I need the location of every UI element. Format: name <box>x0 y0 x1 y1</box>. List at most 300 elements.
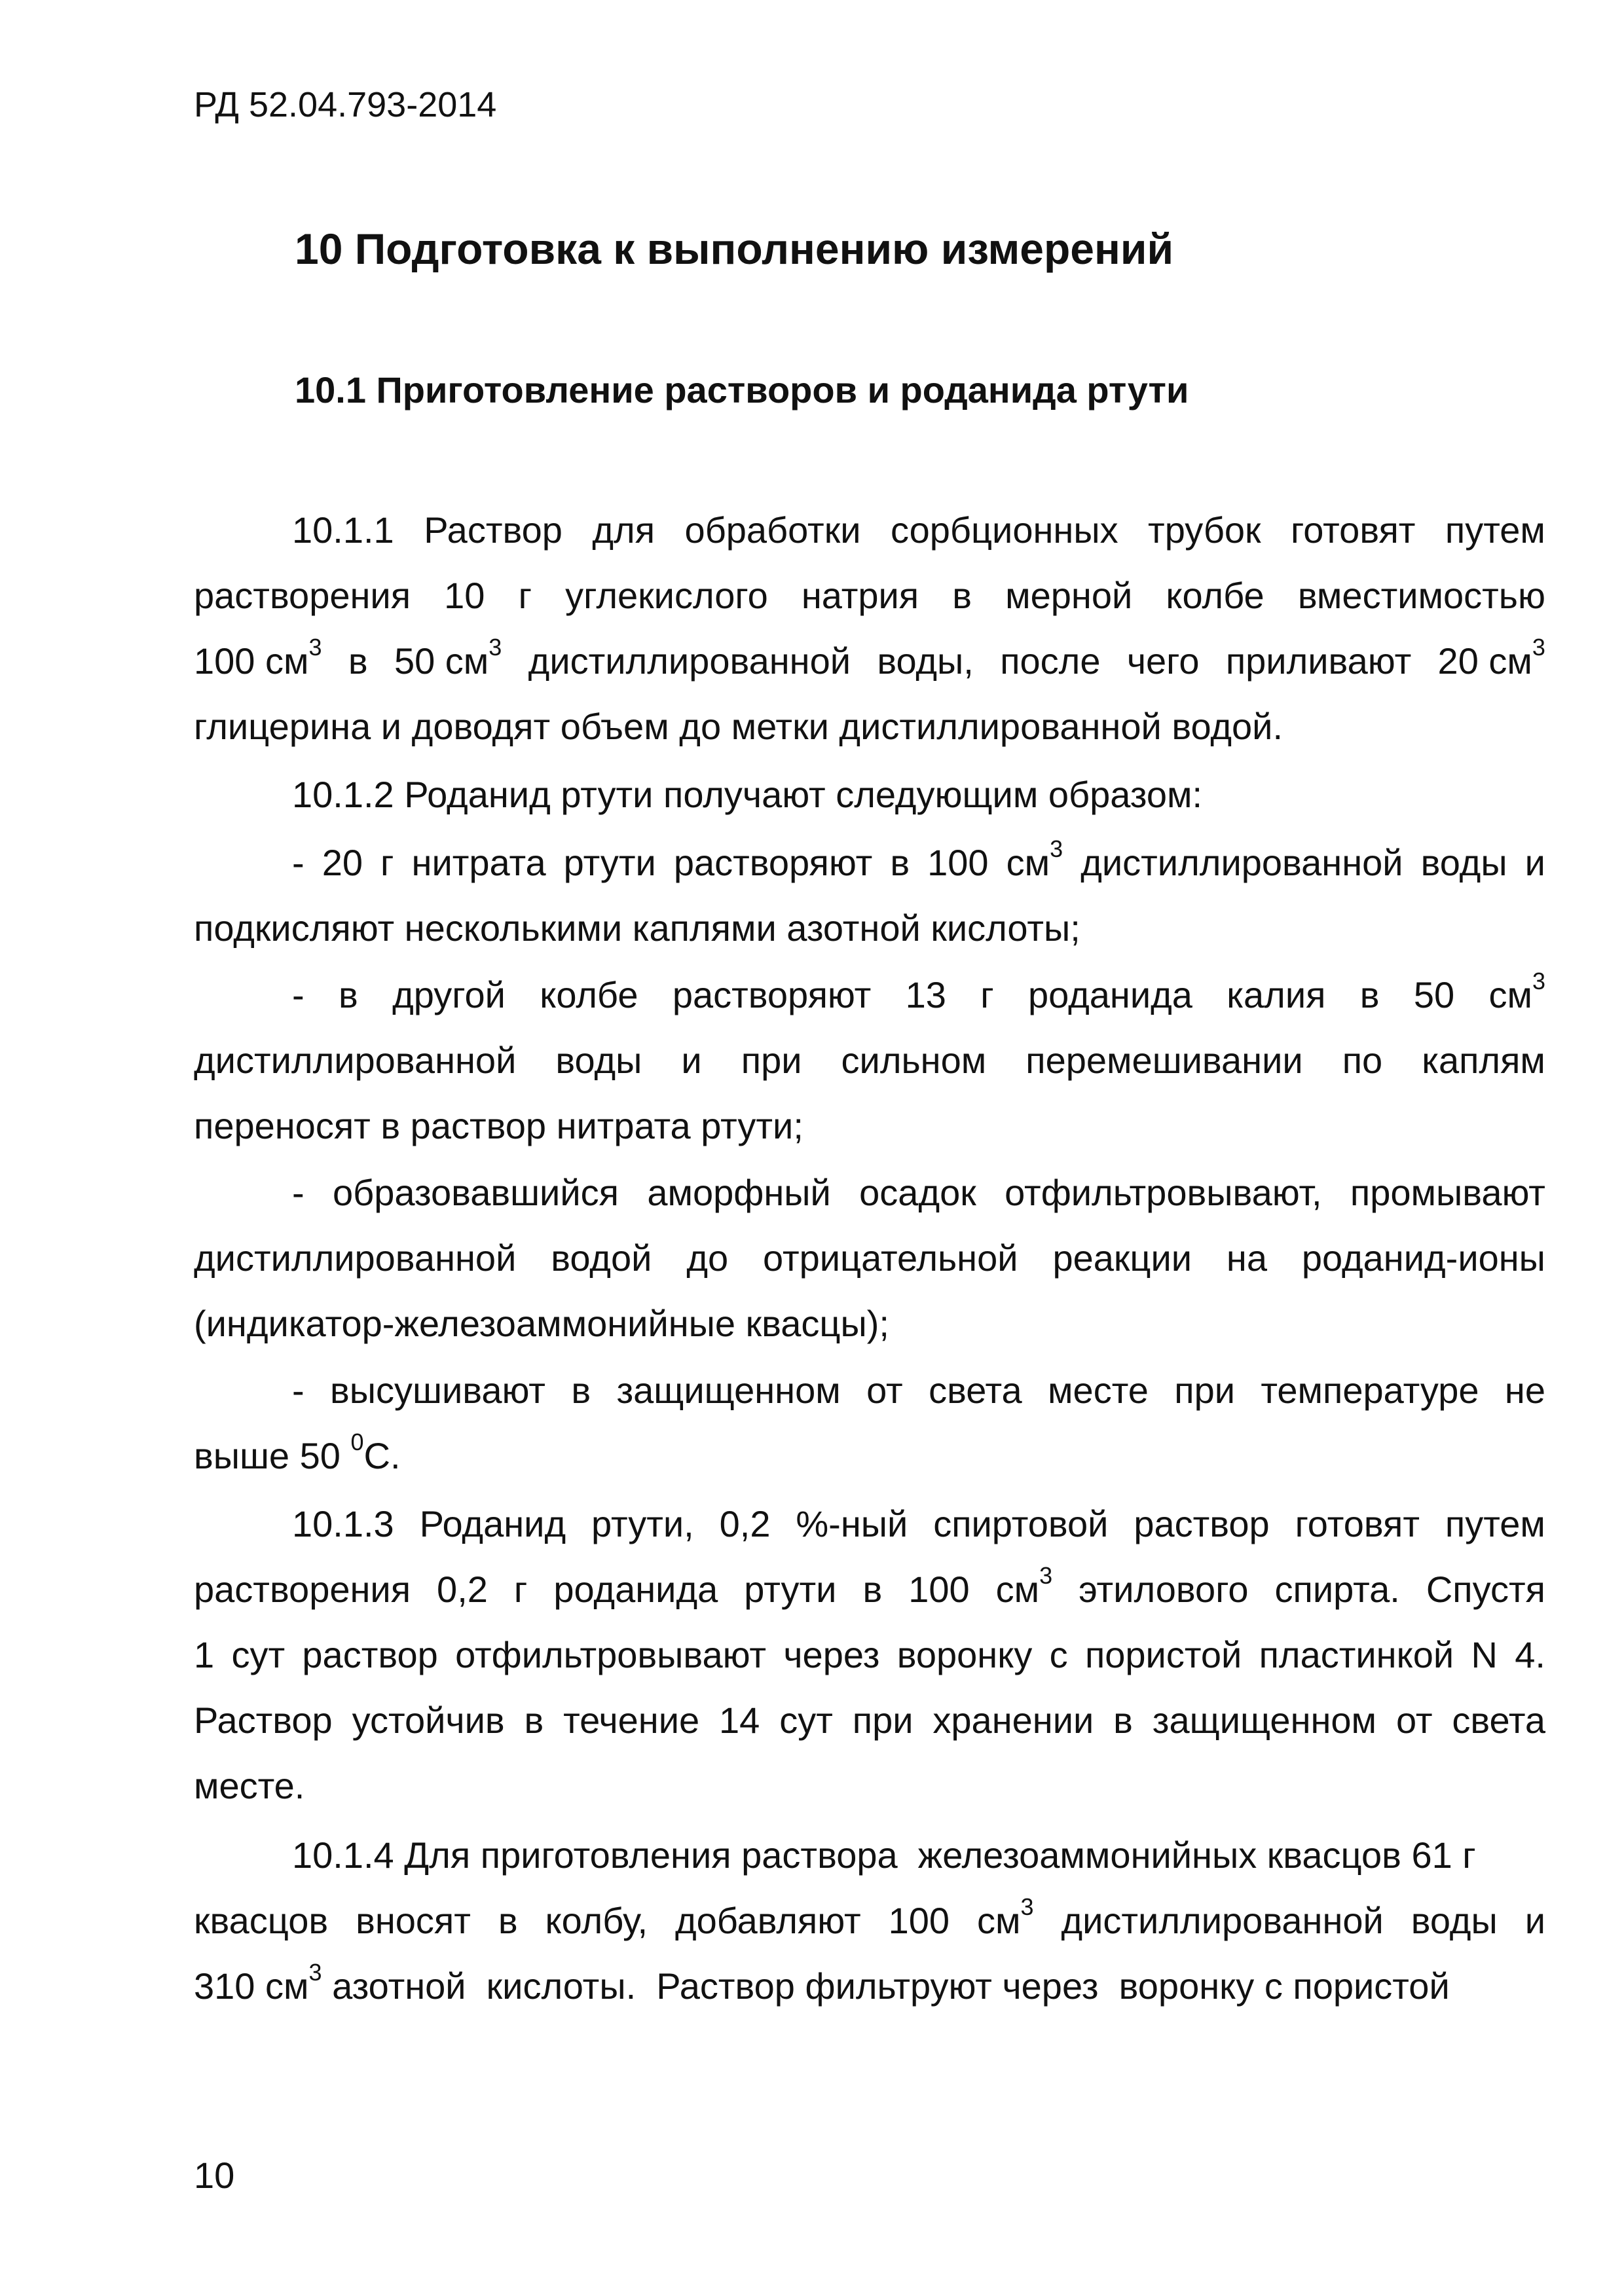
word-text: роданида <box>553 1569 718 1610</box>
word-text: с <box>1049 1634 1068 1675</box>
superscript: 3 <box>1020 1893 1034 1920</box>
text-line <box>194 1557 1545 1622</box>
word-text: вместимостью <box>1297 575 1545 616</box>
word-text: калия <box>1227 974 1326 1015</box>
text-word <box>194 706 1283 747</box>
text-word <box>394 629 502 694</box>
word-text: (индикатор-железоаммонийные квасцы); <box>194 1303 889 1344</box>
word-text: по <box>1342 1040 1383 1081</box>
text-word <box>302 1622 437 1688</box>
text-word <box>553 1557 718 1622</box>
word-text: ртути, <box>591 1503 694 1544</box>
word-text: дистиллированной <box>1061 1900 1384 1941</box>
text-word <box>1302 1226 1545 1291</box>
text-word <box>681 1028 701 1093</box>
word-text: дистиллированной <box>1080 842 1403 883</box>
subsection-heading: 10.1 Приготовление растворов и роданида ртути <box>295 369 1189 410</box>
word-text: воды <box>1420 842 1507 883</box>
word-text: 50 см <box>394 640 489 682</box>
word-text: - <box>292 842 304 883</box>
word-text: приливают <box>1225 640 1412 682</box>
text-word <box>194 1557 411 1622</box>
word-text: ртути <box>744 1569 837 1610</box>
text-word <box>1505 1358 1545 1423</box>
word-text: месте. <box>194 1765 305 1806</box>
text-word <box>877 629 974 694</box>
word-text: 10.1.4 Для приготовления раствора железоаммонийных квасцов 61 г <box>292 1834 1476 1876</box>
text-word <box>779 1688 833 1753</box>
text-word <box>540 962 638 1028</box>
word-text: после <box>1000 640 1101 682</box>
text-line <box>292 1160 1545 1226</box>
word-text: см <box>1488 974 1532 1015</box>
word-text: сильном <box>841 1040 987 1081</box>
text-word <box>1421 830 1507 896</box>
word-text: сут <box>779 1700 833 1741</box>
text-word <box>1438 629 1545 694</box>
word-text: через <box>783 1634 880 1675</box>
word-text: г <box>980 974 994 1015</box>
text-word <box>1005 1160 1321 1226</box>
word-text: см <box>1006 842 1050 883</box>
text-word <box>194 1688 333 1753</box>
text-line <box>292 762 1545 828</box>
word-text: нитрата <box>411 842 546 883</box>
text-word <box>1342 1028 1382 1093</box>
text-word <box>352 1688 505 1753</box>
word-text: устойчив <box>352 1700 505 1741</box>
text-word <box>194 1105 803 1146</box>
word-text: 20 см <box>1437 640 1532 682</box>
text-word <box>194 1765 304 1806</box>
text-word <box>1028 962 1192 1028</box>
text-word <box>853 1688 913 1753</box>
text-word <box>933 1491 1108 1557</box>
page-number: 10 <box>194 2155 235 2196</box>
text-word <box>1414 962 1454 1028</box>
superscript: 3 <box>1532 634 1545 661</box>
word-text: глицерина и доводят объем до метки дистиллированной водой. <box>194 706 1283 747</box>
document-code: РД 52.04.793-2014 <box>194 85 497 124</box>
word-text: не <box>1504 1370 1545 1411</box>
text-word <box>1452 1688 1545 1753</box>
text-word <box>908 1557 969 1622</box>
text-word <box>1127 629 1200 694</box>
text-word <box>744 1557 836 1622</box>
text-word <box>783 1622 879 1688</box>
text-word <box>1445 498 1545 563</box>
word-text: при <box>1174 1370 1235 1411</box>
word-text: см <box>995 1569 1040 1610</box>
text-word <box>1227 1226 1267 1291</box>
word-text: колбу, <box>545 1900 648 1941</box>
superscript: 3 <box>1532 968 1545 994</box>
word-text: в <box>338 974 358 1015</box>
word-text: 100 см <box>194 640 309 682</box>
word-text: 14 <box>719 1700 760 1741</box>
superscript: 3 <box>1050 835 1063 862</box>
text-word <box>763 1226 1018 1291</box>
text-word <box>996 1557 1053 1622</box>
text-word <box>292 1358 304 1423</box>
text-word <box>348 629 368 694</box>
text-word <box>1396 1688 1433 1753</box>
text-word <box>194 1028 516 1093</box>
text-word <box>420 1491 566 1557</box>
word-text: спирта. <box>1274 1569 1400 1610</box>
text-word <box>333 1160 619 1226</box>
text-word <box>891 498 1118 563</box>
word-text: пластинкой <box>1259 1634 1454 1675</box>
word-text: 100 <box>888 1900 950 1941</box>
text-word <box>1259 1622 1454 1688</box>
word-text: вносят <box>356 1900 471 1941</box>
text-word <box>674 830 872 896</box>
text-word <box>1525 1888 1545 1954</box>
text-word <box>350 1429 364 1476</box>
text-word <box>1134 1491 1269 1557</box>
text-line <box>292 830 1545 896</box>
word-text: при <box>741 1040 802 1081</box>
text-line <box>194 1093 1545 1159</box>
text-word <box>1360 962 1380 1028</box>
text-word <box>551 1226 652 1291</box>
text-word <box>1227 962 1325 1028</box>
word-text: колбе <box>1166 575 1264 616</box>
word-text: 310 см <box>194 1965 309 2007</box>
word-text: трубок <box>1148 509 1261 551</box>
text-word <box>1488 962 1545 1028</box>
text-word <box>897 1622 1033 1688</box>
text-word <box>686 1226 728 1291</box>
text-word <box>685 498 861 563</box>
word-text: 4. <box>1515 1634 1545 1675</box>
text-word <box>555 1028 642 1093</box>
word-text: для <box>592 509 655 551</box>
text-word <box>866 1358 903 1423</box>
word-text: дистиллированной <box>528 640 851 682</box>
text-word <box>1525 830 1545 896</box>
text-line <box>194 1753 1545 1819</box>
word-text: 100 <box>908 1569 970 1610</box>
word-text: другой <box>392 974 506 1015</box>
text-line <box>194 1888 1545 1954</box>
text-word <box>1174 1358 1235 1423</box>
text-word <box>929 1358 1022 1423</box>
word-text: в <box>1113 1700 1133 1741</box>
text-word <box>519 563 532 629</box>
text-word <box>194 1303 889 1344</box>
superscript: 3 <box>308 634 322 661</box>
text-line <box>194 563 1545 629</box>
text-word <box>1166 563 1264 629</box>
word-text: г <box>513 1569 528 1610</box>
text-word <box>1295 1491 1420 1557</box>
word-text: отфильтровывают, <box>1005 1172 1322 1213</box>
text-line <box>194 1291 1545 1357</box>
word-text: дистиллированной <box>194 1040 517 1081</box>
word-text: этилового <box>1079 1569 1249 1610</box>
word-text: до <box>686 1237 729 1279</box>
text-line <box>194 694 1545 759</box>
word-text: образовавшийся <box>333 1172 619 1213</box>
text-word <box>1411 1888 1498 1954</box>
text-word <box>906 962 946 1028</box>
text-word <box>1006 830 1063 896</box>
text-line <box>194 1954 1545 2019</box>
text-word <box>889 1888 950 1954</box>
text-word <box>1298 563 1545 629</box>
word-text: готовят <box>1291 509 1416 551</box>
text-word <box>194 629 322 694</box>
text-word <box>1085 1622 1242 1688</box>
word-text: света <box>929 1370 1022 1411</box>
text-word <box>545 1888 648 1954</box>
word-text: промывают <box>1350 1172 1545 1213</box>
text-word <box>292 1491 394 1557</box>
superscript: 3 <box>489 634 502 661</box>
word-text: готовят <box>1295 1503 1420 1544</box>
text-word <box>292 830 304 896</box>
text-word <box>498 1888 518 1954</box>
text-word <box>591 1491 694 1557</box>
word-text: 50 <box>1413 974 1455 1015</box>
text-word <box>364 1435 401 1476</box>
word-text: температуре <box>1261 1370 1479 1411</box>
word-text: воды <box>1411 1900 1498 1941</box>
text-word <box>194 1622 214 1688</box>
word-text: 0,2 <box>719 1503 771 1544</box>
word-text: - <box>292 974 304 1015</box>
text-word <box>322 830 363 896</box>
text-word <box>890 830 910 896</box>
text-line <box>194 896 1545 961</box>
word-text: натрия <box>801 575 919 616</box>
word-text: воды, <box>877 640 974 682</box>
word-text: Спустя <box>1426 1569 1545 1610</box>
text-word <box>1261 1358 1479 1423</box>
text-word <box>231 1622 285 1688</box>
word-text: %-ный <box>796 1503 908 1544</box>
text-word <box>292 498 394 563</box>
text-line <box>194 1423 1545 1489</box>
word-text: 13 <box>905 974 946 1015</box>
word-text: раствор <box>302 1634 438 1675</box>
text-word <box>444 563 485 629</box>
text-word <box>1153 1688 1376 1753</box>
text-word <box>1079 1557 1248 1622</box>
text-word <box>675 1888 861 1954</box>
text-line <box>194 1226 1545 1291</box>
text-word <box>292 774 1202 815</box>
text-word <box>194 1888 328 1954</box>
text-word <box>1000 629 1100 694</box>
text-word <box>292 1834 1476 1876</box>
text-word <box>392 962 506 1028</box>
word-text: в <box>524 1700 544 1741</box>
text-word <box>563 1688 699 1753</box>
word-text: см <box>976 1900 1021 1941</box>
text-word <box>720 1491 771 1557</box>
text-word <box>437 1557 488 1622</box>
word-text: в <box>571 1370 591 1411</box>
word-text: воронку <box>896 1634 1033 1675</box>
text-word <box>841 1028 987 1093</box>
word-text: на <box>1226 1237 1267 1279</box>
word-text: азотной кислоты. Раствор фильтруют через воронку с пористой <box>322 1965 1450 2007</box>
text-word <box>564 830 656 896</box>
word-text: 1 <box>194 1634 215 1675</box>
word-text: 10.1.1 <box>292 509 394 551</box>
word-text: защищенном <box>616 1370 841 1411</box>
word-text: добавляют <box>674 1900 861 1941</box>
text-line <box>194 1688 1545 1753</box>
word-text: 20 <box>322 842 363 883</box>
text-word <box>673 962 871 1028</box>
text-word <box>1471 1622 1497 1688</box>
text-line <box>292 498 1545 563</box>
word-text: от <box>866 1370 903 1411</box>
text-word <box>1350 1160 1545 1226</box>
word-text: в <box>1359 974 1380 1015</box>
text-word <box>1148 498 1261 563</box>
word-text: и <box>681 1040 702 1081</box>
text-word <box>455 1622 766 1688</box>
text-word <box>1113 1688 1133 1753</box>
word-text: пористой <box>1084 1634 1242 1675</box>
word-text: 100 <box>927 842 989 883</box>
text-word <box>1445 1491 1545 1557</box>
word-text: 0,2 <box>437 1569 488 1610</box>
text-word <box>424 498 563 563</box>
word-text: путем <box>1445 1503 1545 1544</box>
word-text: от <box>1395 1700 1433 1741</box>
word-text: обработки <box>684 509 861 551</box>
word-text: при <box>852 1700 913 1741</box>
section-heading: 10 Подготовка к выполнению измерений <box>295 225 1174 273</box>
word-text: роданид-ионы <box>1301 1237 1545 1279</box>
word-text: г <box>380 842 394 883</box>
text-word <box>1422 1028 1545 1093</box>
text-line <box>292 1491 1545 1557</box>
word-text: г <box>518 575 532 616</box>
text-word <box>571 1358 591 1423</box>
word-text: в <box>498 1900 518 1941</box>
text-word <box>292 1160 304 1226</box>
text-word <box>859 1160 976 1226</box>
word-text: переносят в раствор нитрата ртути; <box>194 1105 803 1146</box>
word-text: квасцов <box>194 1900 329 1941</box>
word-text: высушивают <box>330 1370 545 1411</box>
text-word <box>927 830 988 896</box>
text-word <box>592 498 655 563</box>
text-line <box>194 1028 1545 1093</box>
word-text: роданида <box>1028 974 1192 1015</box>
word-text: в <box>862 1569 883 1610</box>
text-word <box>862 1557 882 1622</box>
text-word <box>1052 1226 1192 1291</box>
word-text: N <box>1471 1634 1498 1675</box>
text-word <box>741 1028 802 1093</box>
word-text: и <box>1524 1900 1545 1941</box>
word-text: растворяют <box>673 842 873 883</box>
superscript: 3 <box>1039 1562 1053 1589</box>
word-text: отфильтровывают <box>455 1634 767 1675</box>
text-word <box>952 563 972 629</box>
word-text: путем <box>1445 509 1545 551</box>
word-text: течение <box>563 1700 700 1741</box>
word-text: 10.1.3 <box>292 1503 394 1544</box>
text-word <box>528 629 851 694</box>
text-word <box>1048 1358 1149 1423</box>
text-line <box>194 629 1545 694</box>
word-text: - <box>292 1370 304 1411</box>
word-text: выше 50 <box>194 1435 351 1476</box>
word-text: осадок <box>859 1172 976 1213</box>
text-word <box>380 830 394 896</box>
word-text: аморфный <box>647 1172 831 1213</box>
word-text: перемешивании <box>1025 1040 1303 1081</box>
text-word <box>1005 563 1132 629</box>
word-text: С. <box>363 1435 401 1476</box>
text-word <box>1291 498 1415 563</box>
text-word <box>194 907 1080 949</box>
text-word <box>1050 1622 1068 1688</box>
word-text: подкисляют несколькими каплями азотной кислоты; <box>194 907 1080 949</box>
text-word <box>932 1688 1094 1753</box>
text-word <box>339 962 358 1028</box>
text-word <box>330 1358 545 1423</box>
text-word <box>802 563 919 629</box>
text-word <box>514 1557 527 1622</box>
text-word <box>322 1965 1450 2007</box>
text-word <box>1275 1557 1400 1622</box>
text-line <box>194 1622 1545 1688</box>
word-text: в <box>890 842 910 883</box>
word-text: реакции <box>1052 1237 1192 1279</box>
text-word <box>356 1888 471 1954</box>
text-word <box>194 1226 516 1291</box>
word-text: Роданид <box>419 1503 566 1544</box>
word-text: чего <box>1126 640 1200 682</box>
word-text: раствор <box>1134 1503 1270 1544</box>
superscript: 0 <box>350 1429 364 1455</box>
word-text: спиртовой <box>933 1503 1109 1544</box>
word-text: отрицательной <box>763 1237 1018 1279</box>
text-word <box>1080 830 1403 896</box>
word-text: колбе <box>540 974 638 1015</box>
word-text: 10 <box>444 575 485 616</box>
text-word <box>980 962 993 1028</box>
word-text: света <box>1452 1700 1545 1741</box>
word-text: растворения <box>194 1569 411 1610</box>
word-text: и <box>1524 842 1545 883</box>
word-text: месте <box>1048 1370 1149 1411</box>
text-word <box>1515 1622 1545 1688</box>
word-text: Раствор <box>194 1700 333 1741</box>
text-line <box>292 962 1545 1028</box>
word-text: мерной <box>1005 575 1133 616</box>
word-text: хранении <box>932 1700 1094 1741</box>
word-text: дистиллированной <box>194 1237 517 1279</box>
text-word <box>565 563 768 629</box>
word-text: сут <box>231 1634 286 1675</box>
text-word <box>194 1959 322 2007</box>
text-line <box>292 1823 1545 1888</box>
word-text: растворения <box>194 575 411 616</box>
word-text: воды <box>555 1040 642 1081</box>
text-word <box>977 1888 1034 1954</box>
